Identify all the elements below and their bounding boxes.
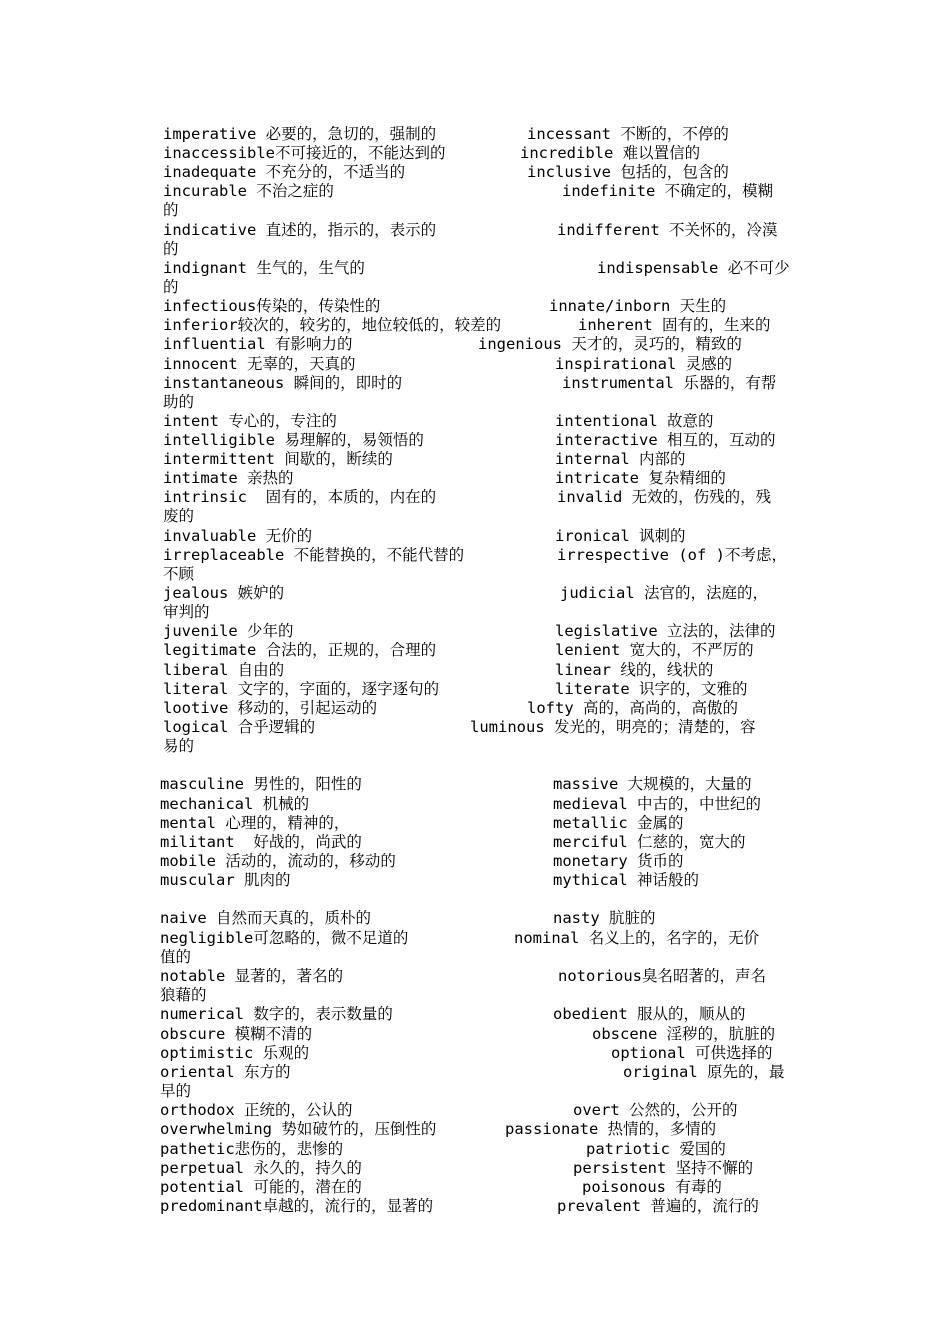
- vocab-entry-right: judicial 法官的，法庭的，: [560, 584, 768, 602]
- vocab-line: [0, 393, 950, 412]
- vocab-entry-left: 的: [163, 240, 179, 258]
- vocab-entry-right: ironical 讽刺的: [555, 527, 686, 545]
- vocab-line: [0, 1044, 950, 1063]
- vocab-entry-left: intelligible 易理解的，易领悟的: [163, 431, 424, 449]
- vocab-line: [0, 795, 950, 814]
- vocab-entry-left: literal 文字的，字面的，逐字逐句的: [163, 680, 440, 698]
- vocab-line: [0, 1101, 950, 1120]
- vocab-entry-left: inferior较次的，较劣的，地位较低的，较差的: [163, 316, 502, 334]
- vocab-entry-left: invaluable 无价的: [163, 527, 313, 545]
- vocab-entry-right: indefinite 不确定的，模糊: [562, 182, 774, 200]
- vocab-entry-left: mechanical 机械的: [160, 795, 310, 813]
- vocab-entry-left: 不顾: [163, 565, 195, 583]
- vocab-entry-left: 废的: [163, 507, 195, 525]
- vocab-entry-left: innocent 无辜的，天真的: [163, 355, 356, 373]
- vocab-entry-left: irreplaceable 不能替换的，不能代替的: [163, 546, 465, 564]
- vocab-entry-left: militant 好战的，尚武的: [160, 833, 362, 851]
- vocab-line: [0, 661, 950, 680]
- vocab-line: [0, 814, 950, 833]
- vocab-entry-left: lootive 移动的，引起运动的: [163, 699, 378, 717]
- vocab-entry-right: instrumental 乐器的，有帮: [562, 374, 777, 392]
- vocab-entry-right: patriotic 爱国的: [586, 1140, 726, 1158]
- vocab-line: [0, 488, 950, 507]
- vocab-entry-right: original 原先的，最: [623, 1063, 785, 1081]
- vocab-entry-left: 助的: [163, 393, 195, 411]
- vocab-entry-left: intermittent 间歇的，断续的: [163, 450, 393, 468]
- vocab-entry-left: imperative 必要的，急切的，强制的: [163, 125, 437, 143]
- vocab-line: [0, 948, 950, 967]
- vocab-line: [0, 929, 950, 948]
- vocab-entry-right: persistent 坚持不懈的: [573, 1159, 754, 1177]
- vocab-entry-left: predominant卓越的，流行的，显著的: [160, 1197, 434, 1215]
- vocab-entry-left: naive 自然而天真的，质朴的: [160, 909, 371, 927]
- vocab-line: [0, 967, 950, 986]
- vocab-entry-right: incredible 难以置信的: [520, 144, 701, 162]
- vocab-entry-left: 值的: [160, 948, 192, 966]
- vocab-entry-left: overwhelming 势如破竹的，压倒性的: [160, 1120, 437, 1138]
- vocab-entry-left: perpetual 永久的，持久的: [160, 1159, 362, 1177]
- vocab-line: [0, 565, 950, 584]
- vocab-line: [0, 584, 950, 603]
- vocab-entry-right: incessant 不断的，不停的: [527, 125, 729, 143]
- vocab-entry-right: nasty 肮脏的: [553, 909, 656, 927]
- vocab-entry-right: obscene 淫秽的，肮脏的: [592, 1025, 776, 1043]
- vocab-entry-left: optimistic 乐观的: [160, 1044, 310, 1062]
- vocab-entry-right: inspirational 灵感的: [555, 355, 733, 373]
- vocab-entry-right: prevalent 普遍的，流行的: [557, 1197, 759, 1215]
- vocab-line: [0, 699, 950, 718]
- vocab-line: [0, 450, 950, 469]
- vocab-entry-left: infectious传染的，传染性的: [163, 297, 381, 315]
- vocab-entry-right: mythical 神话般的: [553, 871, 699, 889]
- vocab-line: [0, 412, 950, 431]
- vocab-line: [0, 1178, 950, 1197]
- vocab-entry-right: medieval 中古的，中世纪的: [553, 795, 761, 813]
- vocab-line: [0, 335, 950, 354]
- vocab-line: [0, 680, 950, 699]
- vocab-entry-left: 审判的: [163, 603, 210, 621]
- vocab-line: [0, 182, 950, 201]
- vocab-line: [0, 221, 950, 240]
- vocab-line: [0, 1025, 950, 1044]
- vocab-line: [0, 240, 950, 259]
- vocab-entry-left: 早的: [160, 1082, 192, 1100]
- vocab-entry-right: legislative 立法的，法律的: [555, 622, 776, 640]
- vocab-line: [0, 641, 950, 660]
- vocab-entry-right: lofty 高的，高尚的，高傲的: [527, 699, 738, 717]
- vocab-entry-left: 狼藉的: [160, 986, 207, 1004]
- vocab-entry-left: 的: [163, 201, 179, 219]
- vocab-entry-right: ingenious 天才的，灵巧的，精致的: [478, 335, 742, 353]
- vocab-line: [0, 259, 950, 278]
- vocab-line: [0, 1063, 950, 1082]
- vocab-entry-right: interactive 相互的，互动的: [555, 431, 776, 449]
- vocab-entry-right: linear 线的，线状的: [555, 661, 714, 679]
- vocab-entry-left: inadequate 不充分的，不适当的: [163, 163, 406, 181]
- vocab-line: [0, 374, 950, 393]
- vocab-line: [0, 986, 950, 1005]
- vocab-line: [0, 316, 950, 335]
- vocab-entry-left: mental 心理的，精神的，: [160, 814, 350, 832]
- vocab-line: [0, 125, 950, 144]
- vocab-line: [0, 1140, 950, 1159]
- vocab-entry-left: inaccessible不可接近的，不能达到的: [163, 144, 446, 162]
- vocab-line: [0, 852, 950, 871]
- vocab-entry-left: logical 合乎逻辑的: [163, 718, 316, 736]
- vocab-line: [0, 1005, 950, 1024]
- vocab-line: [0, 163, 950, 182]
- vocab-entry-right: literate 识字的，文雅的: [555, 680, 748, 698]
- vocab-line: [0, 431, 950, 450]
- vocab-entry-right: merciful 仁慈的，宽大的: [553, 833, 746, 851]
- vocab-entry-right: optional 可供选择的: [611, 1044, 773, 1062]
- vocab-entry-left: indignant 生气的，生气的: [163, 259, 365, 277]
- vocab-entry-left: pathetic悲伤的，悲惨的: [160, 1140, 344, 1158]
- vocab-line: [0, 833, 950, 852]
- vocab-entry-left: muscular 肌肉的: [160, 871, 291, 889]
- vocab-entry-right: overt 公然的，公开的: [573, 1101, 738, 1119]
- vocab-line: [0, 1120, 950, 1139]
- vocab-entry-right: indispensable 必不可少: [597, 259, 790, 277]
- vocab-entry-right: invalid 无效的，伤残的，残: [557, 488, 772, 506]
- vocab-entry-left: legitimate 合法的，正规的，合理的: [163, 641, 437, 659]
- vocab-line: [0, 355, 950, 374]
- vocab-entry-left: intimate 亲热的: [163, 469, 294, 487]
- vocab-line: [0, 622, 950, 641]
- vocab-line: [0, 527, 950, 546]
- vocab-entry-left: indicative 直述的，指示的，表示的: [163, 221, 437, 239]
- vocab-entry-right: indifferent 不关怀的，冷漠: [557, 221, 778, 239]
- vocab-line: [0, 1082, 950, 1101]
- vocab-line: [0, 909, 950, 928]
- vocab-line: [0, 775, 950, 794]
- vocab-line: [0, 546, 950, 565]
- vocab-entry-right: obedient 服从的，顺从的: [553, 1005, 746, 1023]
- vocab-line: [0, 507, 950, 526]
- vocab-entry-right: inclusive 包括的，包含的: [527, 163, 729, 181]
- vocab-entry-right: innate/inborn 天生的: [549, 297, 727, 315]
- vocab-entry-right: irrespective (of )不考虑，: [557, 546, 787, 564]
- vocab-entry-left: numerical 数字的，表示数量的: [160, 1005, 393, 1023]
- vocab-entry-right: notorious臭名昭著的，声名: [558, 967, 766, 985]
- vocab-entry-left: influential 有影响力的: [163, 335, 353, 353]
- vocab-line: [0, 737, 950, 756]
- vocab-entry-right: monetary 货币的: [553, 852, 684, 870]
- vocab-line: [0, 144, 950, 163]
- vocab-line: [0, 297, 950, 316]
- vocab-entry-right: massive 大规模的，大量的: [553, 775, 752, 793]
- vocab-entry-left: instantaneous 瞬间的，即时的: [163, 374, 403, 392]
- vocab-entry-left: incurable 不治之症的: [163, 182, 334, 200]
- vocab-entry-left: orthodox 正统的，公认的: [160, 1101, 353, 1119]
- vocab-line: [0, 1159, 950, 1178]
- vocab-entry-right: passionate 热情的，多情的: [505, 1120, 717, 1138]
- vocab-entry-left: masculine 男性的，阳性的: [160, 775, 362, 793]
- vocab-entry-left: potential 可能的，潜在的: [160, 1178, 362, 1196]
- vocab-entry-left: jealous 嫉妒的: [163, 584, 285, 602]
- vocab-entry-right: intentional 故意的: [555, 412, 714, 430]
- vocab-entry-left: oriental 东方的: [160, 1063, 291, 1081]
- vocab-entry-right: lenient 宽大的，不严厉的: [555, 641, 754, 659]
- vocab-entry-right: inherent 固有的，生来的: [578, 316, 771, 334]
- vocab-line: [0, 201, 950, 220]
- vocab-entry-right: intricate 复杂精细的: [555, 469, 726, 487]
- vocab-entry-left: liberal 自由的: [163, 661, 285, 679]
- vocab-line: [0, 469, 950, 488]
- vocab-entry-right: nominal 名义上的，名字的，无价: [514, 929, 760, 947]
- vocab-entry-right: poisonous 有毒的: [582, 1178, 722, 1196]
- vocab-entry-left: notable 显著的，著名的: [160, 967, 344, 985]
- vocab-entry-left: negligible可忽略的，微不足道的: [160, 929, 409, 947]
- vocab-line: [0, 871, 950, 890]
- vocab-line: [0, 1197, 950, 1216]
- vocab-entry-right: internal 内部的: [555, 450, 686, 468]
- vocab-entry-left: 的: [163, 278, 179, 296]
- vocab-line: [0, 718, 950, 737]
- vocab-entry-right: metallic 金属的: [553, 814, 684, 832]
- vocab-entry-left: mobile 活动的，流动的，移动的: [160, 852, 396, 870]
- vocab-entry-left: intent 专心的，专注的: [163, 412, 337, 430]
- vocab-entry-left: intrinsic 固有的，本质的，内在的: [163, 488, 437, 506]
- vocab-entry-left: 易的: [163, 737, 195, 755]
- vocab-entry-right: luminous 发光的，明亮的；清楚的，容: [470, 718, 756, 736]
- vocab-line: [0, 603, 950, 622]
- vocab-entry-left: obscure 模糊不清的: [160, 1025, 313, 1043]
- vocab-line: [0, 278, 950, 297]
- vocab-entry-left: juvenile 少年的: [163, 622, 294, 640]
